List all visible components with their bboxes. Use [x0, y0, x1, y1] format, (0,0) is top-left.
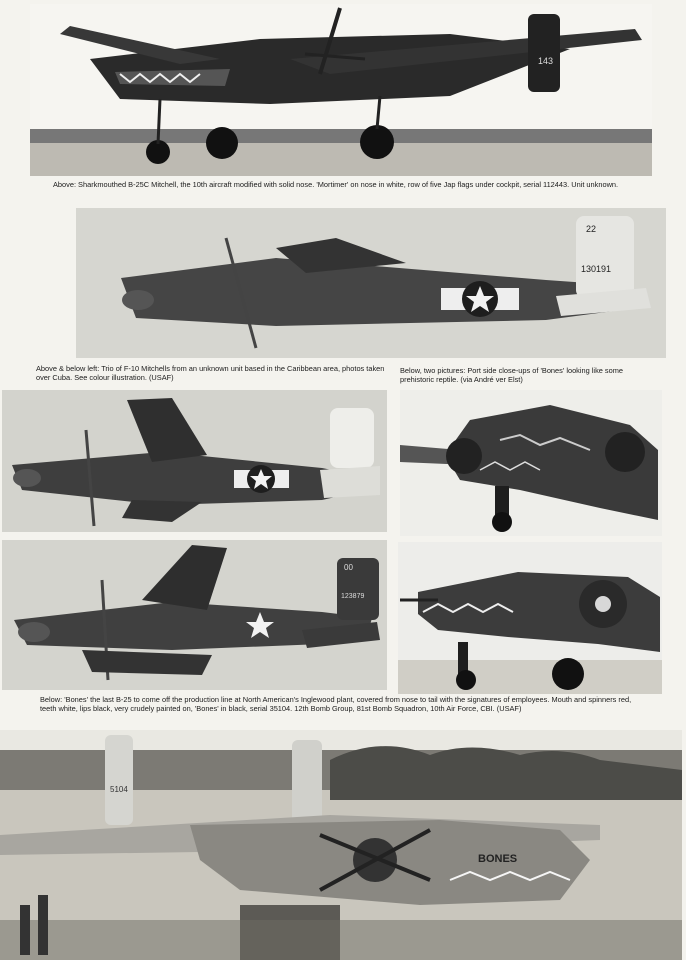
caption-trio: Above & below left: Trio of F-10 Mitchells from an unknown unit based in the Caribbean area, photos taken over Cuba. See colour illustration. (USAF) — [36, 364, 385, 382]
photo-bones-closeup-2 — [398, 542, 662, 694]
nose-art-text: BONES — [478, 853, 518, 865]
caption-bones: Below: 'Bones' the last B-25 to come off the production line at North American's Inglewood plant, covered from nose to tail with the signatures of employees. Mouth and spinners red, teeth white, lips black, very crudely painted on, 'Bones' in black, serial 35104. 12th Bomb Group, 81st Bomb Squadron, 10th Air Force, CBI. (USAF) — [40, 695, 632, 713]
photo-f10-inflight-2 — [2, 390, 387, 532]
tail-serial-text: 130191 — [581, 264, 612, 274]
caption-sharkmouth: Above: Sharkmouthed B-25C Mitchell, the 10th aircraft modified with solid nose. 'Mortimer' on nose in white, row of five Jap flags under cockpit, serial 112443. Unit unknown. — [53, 180, 619, 189]
tail-number-text: 5104 — [110, 785, 128, 794]
tail-code-text: 22 — [586, 224, 597, 234]
tail-serial-text: 123879 — [341, 593, 365, 600]
tail-code-text: 00 — [344, 563, 353, 572]
photo-bones-airfield — [0, 730, 682, 960]
photo-sharkmouth-b25c — [30, 4, 652, 176]
photo-bones-closeup-1 — [400, 390, 662, 536]
caption-portside: Below, two pictures: Port side close-ups of 'Bones' looking like some prehistoric reptile. (via André ver Elst) — [400, 366, 624, 384]
photo-f10-inflight-1 — [76, 208, 666, 358]
photo-f10-inflight-3 — [2, 540, 387, 690]
tail-number-text: 143 — [538, 56, 554, 66]
